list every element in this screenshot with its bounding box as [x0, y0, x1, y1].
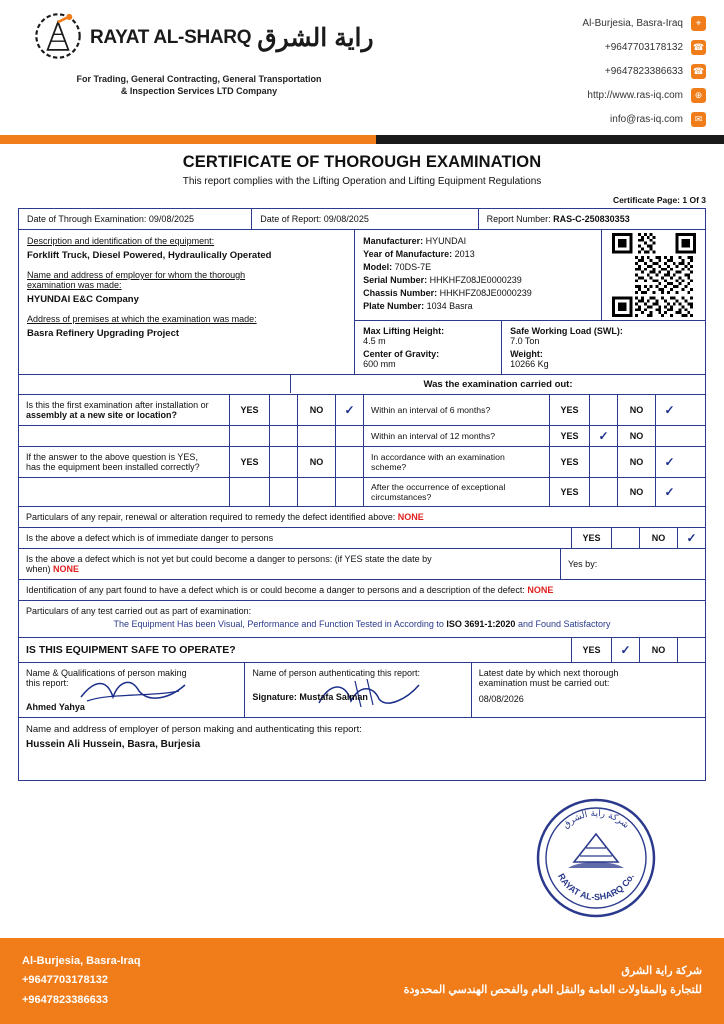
future-danger-text	[19, 549, 560, 579]
employer-of-maker-label: Name and address of employer of person making and authenticating this report:	[26, 724, 362, 735]
page-subtitle: This report complies with the Lifting Operation and Lifting Equipment Regulations	[182, 176, 542, 187]
spec-manufacturer	[363, 236, 593, 246]
contact-address-text: Al-Burjesia, Basra-Iraq	[582, 18, 683, 29]
sub-3-yes-box[interactable]	[589, 447, 617, 477]
qr-code-icon	[612, 233, 696, 317]
future-danger-line-2: when)	[26, 564, 51, 574]
question-row-4-spacer-d	[335, 478, 363, 506]
employer-value: HYUNDAI E&C Company	[27, 294, 139, 305]
question-row-4-spacer-b	[269, 478, 297, 506]
contact-phone-2-text: +9647823386633	[604, 66, 683, 77]
question-1-yes-box[interactable]	[269, 395, 297, 425]
max-lifting-height-label: Max Lifting Height:	[363, 326, 445, 336]
future-danger-line-1: Is the above a defect which is not yet but could become a danger to persons: (if YES state the date by	[26, 554, 432, 564]
next-examination-date: 08/08/2026	[478, 694, 524, 704]
authenticator-cell	[245, 663, 471, 717]
spec-model	[363, 262, 593, 272]
brand-block	[14, 10, 384, 127]
immediate-danger-yes-label[interactable]: YES	[571, 528, 611, 548]
spec-year-value: 2013	[454, 249, 475, 259]
test-value-post: and Found Satisfactory	[517, 619, 611, 629]
qr-code-cell	[601, 230, 705, 320]
test-label: Particulars of any test carried out as part of examination:	[26, 606, 252, 616]
question-row-3	[19, 447, 705, 478]
question-row-2-spacer-c	[297, 426, 335, 446]
sub-question-3-text: In accordance with an examination scheme?	[363, 447, 549, 477]
location-icon: ⌖	[691, 16, 706, 31]
question-row-2-spacer-a	[229, 426, 269, 446]
lifting-cell	[355, 321, 502, 374]
question-row-2	[19, 426, 705, 447]
question-row-1	[19, 395, 705, 426]
center-of-gravity-label: Center of Gravity:	[363, 349, 440, 359]
immediate-danger-yes-box[interactable]	[611, 528, 639, 548]
question-1-text	[19, 395, 229, 425]
specs-list	[355, 230, 601, 320]
sub-2-yes-box[interactable]: ✓	[589, 426, 617, 446]
contact-website-text[interactable]: http://www.ras-iq.com	[587, 90, 683, 101]
contact-website[interactable]	[587, 88, 706, 103]
report-number-cell	[479, 209, 705, 229]
contact-email-text[interactable]: info@ras-iq.com	[610, 114, 683, 125]
sub-2-no-box[interactable]	[655, 426, 683, 446]
sub-2-yes-label[interactable]: YES	[549, 426, 589, 446]
page-title: CERTIFICATE OF THOROUGH EXAMINATION	[182, 153, 542, 171]
question-2-no-box[interactable]	[335, 447, 363, 477]
question-1-no-label[interactable]: NO	[297, 395, 335, 425]
immediate-danger-no-box[interactable]: ✓	[677, 528, 705, 548]
contact-phone-2	[605, 64, 706, 79]
question-1-line-2: assembly at a new site or location?	[26, 410, 178, 420]
spec-chassis-value: HHKHFZ08JE0000239	[439, 288, 532, 298]
sub-question-1-text: Within an interval of 6 months?	[363, 395, 549, 425]
tagline-line-2: & Inspection Services LTD Company	[120, 86, 278, 97]
sub-2-no-label[interactable]: NO	[617, 426, 655, 446]
repair-value: NONE	[397, 512, 424, 522]
spec-manufacturer-label: Manufacturer:	[363, 236, 424, 246]
footer-address: Al-Burjesia, Basra-Iraq	[22, 955, 141, 968]
footer-arabic-name: شركة راية الشرق	[621, 964, 702, 977]
footer-contacts	[0, 952, 141, 1010]
report-number-value: RAS-C-250830353	[553, 214, 630, 224]
contact-block	[384, 10, 710, 127]
maker-label-line-2: this report:	[26, 678, 69, 688]
employer-of-maker-row	[19, 718, 705, 780]
question-2-yes-label[interactable]: YES	[229, 447, 269, 477]
question-2-line-1: If the answer to the above question is YES,	[26, 452, 198, 462]
question-1-yes-label[interactable]: YES	[229, 395, 269, 425]
test-particulars-row	[19, 601, 705, 638]
spec-manufacturer-value: HYUNDAI	[425, 236, 467, 246]
next-examination-label-line-1: Latest date by which next thorough	[478, 668, 619, 678]
sub-1-no-box[interactable]: ✓	[655, 395, 683, 425]
weight-label: Weight:	[510, 349, 543, 359]
company-tagline	[14, 73, 384, 97]
employer-of-maker-value: Hussein Ali Hussein, Basra, Burjesia	[26, 739, 201, 750]
next-examination-label-line-2: examination must be carried out:	[478, 678, 610, 688]
mail-icon: ✉	[691, 112, 706, 127]
examination-questions	[18, 375, 706, 781]
footer-arabic-desc: للتجارة والمقاولات العامة والنقل العام والفحص الهندسي المحدودة	[403, 984, 702, 996]
sub-3-yes-label[interactable]: YES	[549, 447, 589, 477]
question-row-2-spacer-d	[335, 426, 363, 446]
description-label: Description and identification of the equipment:	[27, 236, 215, 246]
safe-no-box[interactable]	[677, 638, 705, 662]
identification-row	[19, 580, 705, 601]
sub-3-no-box[interactable]: ✓	[655, 447, 683, 477]
equipment-specs-block	[355, 230, 705, 374]
repair-label: Particulars of any repair, renewal or alteration required to remedy the defect identified above:	[26, 512, 396, 522]
safe-to-operate-question: IS THIS EQUIPMENT SAFE TO OPERATE?	[26, 644, 236, 656]
question-row-2-spacer-left	[19, 426, 229, 446]
future-danger-value: NONE	[53, 564, 80, 574]
repair-particulars-row	[19, 507, 705, 528]
divider-orange	[0, 135, 376, 144]
contact-email[interactable]	[610, 112, 706, 127]
certificate-page: Certificate Page: 1 Of 3	[612, 195, 706, 205]
sub-4-yes-label[interactable]: YES	[549, 478, 589, 506]
date-of-report-label: Date of Report:	[260, 214, 322, 224]
logo-text-en: RAYAT AL-SHARQ	[90, 26, 252, 48]
spec-serial	[363, 275, 593, 285]
sub-4-no-label[interactable]: NO	[617, 478, 655, 506]
immediate-danger-row	[19, 528, 705, 549]
sub-4-no-box[interactable]: ✓	[655, 478, 683, 506]
carried-out-header: Was the examination carried out:	[423, 379, 573, 390]
sub-3-no-label[interactable]: NO	[617, 447, 655, 477]
future-danger-row	[19, 549, 705, 580]
top-info-row	[18, 208, 706, 230]
svg-text:شركة راية الشرق: شركة راية الشرق	[561, 808, 631, 831]
contact-phone-1-text: +9647703178132	[604, 42, 683, 53]
immediate-danger-no-label[interactable]: NO	[639, 528, 677, 548]
questions-header-spacer	[19, 375, 291, 393]
spec-chassis-label: Chassis Number:	[363, 288, 438, 298]
equipment-description-cell	[19, 230, 355, 374]
spec-model-value: 70DS-7E	[394, 262, 432, 272]
date-of-examination-label: Date of Through Examination:	[27, 214, 147, 224]
swl-value: 7.0 Ton	[510, 336, 540, 346]
questions-header-row	[19, 375, 705, 395]
specs-and-qr-row	[355, 230, 705, 321]
question-2-yes-box[interactable]	[269, 447, 297, 477]
date-of-report-value: 09/08/2025	[323, 214, 369, 224]
signature-row	[19, 663, 705, 718]
maker-signature-mark	[79, 677, 189, 703]
employer-label-line-2: examination was made:	[27, 280, 122, 290]
center-of-gravity-value: 600 mm	[363, 359, 396, 369]
sub-1-no-label[interactable]: NO	[617, 395, 655, 425]
sub-question-2-text: Within an interval of 12 months?	[363, 426, 549, 446]
phone-icon: ☎	[691, 64, 706, 79]
yes-by-field[interactable]: Yes by:	[560, 549, 705, 579]
question-row-4-spacer-a	[229, 478, 269, 506]
safe-to-operate-row	[19, 638, 705, 663]
swl-cell	[502, 321, 631, 374]
page-header	[0, 0, 724, 131]
question-row-4-spacer-left	[19, 478, 229, 506]
contact-address	[582, 16, 706, 31]
spec-serial-label: Serial Number:	[363, 275, 428, 285]
question-2-line-2: has the equipment been installed correctly?	[26, 462, 200, 472]
spec-chassis	[363, 288, 593, 298]
report-number-label: Report Number:	[486, 214, 551, 224]
question-1-no-box[interactable]: ✓	[335, 395, 363, 425]
footer-phone-1: +9647703178132	[22, 974, 108, 987]
logo	[14, 10, 384, 65]
spec-plate-label: Plate Number:	[363, 301, 425, 311]
premises-label: Address of premises at which the examination was made:	[27, 314, 257, 324]
spec-plate	[363, 301, 593, 311]
tagline-line-1: For Trading, General Contracting, General Transportation	[76, 74, 322, 84]
description-value: Forklift Truck, Diesel Powered, Hydraulically Operated	[27, 250, 272, 261]
authenticator-label: Name of person authenticating this report:	[252, 668, 420, 678]
question-2-text	[19, 447, 229, 477]
swl-label: Safe Working Load (SWL):	[510, 326, 623, 336]
test-value-pre: The Equipment Has been Visual, Performance and Function Tested in According to	[113, 619, 444, 629]
header-divider	[0, 135, 724, 144]
safe-yes-label[interactable]: YES	[571, 638, 611, 662]
weight-value: 10266 Kg	[510, 359, 549, 369]
logo-text-ar: راية الشرق	[257, 23, 374, 52]
date-of-report-cell	[252, 209, 478, 229]
premises-value: Basra Refinery Upgrading Project	[27, 328, 180, 339]
sub-1-yes-box[interactable]	[589, 395, 617, 425]
next-examination-cell	[472, 663, 705, 717]
globe-icon: ⊕	[691, 88, 706, 103]
maker-cell	[19, 663, 245, 717]
question-row-2-spacer-b	[269, 426, 297, 446]
phone-icon: ☎	[691, 40, 706, 55]
oil-rig-logo-icon	[32, 10, 84, 65]
certificate-sheet	[18, 208, 706, 781]
question-row-4-spacer-c	[297, 478, 335, 506]
capacity-row	[355, 321, 705, 374]
max-lifting-height-value: 4.5 m	[363, 336, 386, 346]
footer-phone-2: +9647823386633	[22, 993, 108, 1006]
question-2-no-label[interactable]: NO	[297, 447, 335, 477]
question-row-4	[19, 478, 705, 507]
sub-1-yes-label[interactable]: YES	[549, 395, 589, 425]
authenticator-name: Signature: Mustafa Salman	[252, 692, 368, 702]
page-footer	[0, 938, 724, 1024]
contact-phone-1	[605, 40, 706, 55]
spec-model-label: Model:	[363, 262, 393, 272]
equipment-block	[18, 230, 706, 375]
date-of-examination-value: 09/08/2025	[148, 214, 194, 224]
spec-year-label: Year of Manufacture:	[363, 249, 453, 259]
divider-black	[376, 135, 724, 144]
maker-label-line-1: Name & Qualifications of person making	[26, 668, 187, 678]
question-1-line-1: Is this the first examination after installation or	[26, 400, 209, 410]
svg-text:RAYAT AL-SHARQ Co.: RAYAT AL-SHARQ Co.	[556, 871, 636, 903]
sub-question-4-text: After the occurrence of exceptional circumstances?	[363, 478, 549, 506]
test-value	[26, 619, 698, 629]
spec-year	[363, 249, 593, 259]
maker-name: Ahmed Yahya	[26, 702, 85, 712]
identification-value: NONE	[527, 585, 554, 595]
test-value-standard: ISO 3691-1:2020	[446, 619, 516, 629]
spec-serial-value: HHKHFZ08JE0000239	[429, 275, 522, 285]
footer-arabic	[404, 962, 724, 1001]
safe-no-label[interactable]: NO	[639, 638, 677, 662]
company-stamp	[534, 796, 658, 920]
date-of-examination-cell	[19, 209, 252, 229]
identification-label: Identification of any part found to have a defect which is or could become a danger to persons and a description of the defect:	[26, 585, 525, 595]
safe-yes-box[interactable]: ✓	[611, 638, 639, 662]
immediate-danger-text: Is the above a defect which is of immediate danger to persons	[26, 533, 274, 543]
employer-label-line-1: Name and address of employer for whom the thorough	[27, 270, 246, 280]
sub-4-yes-box[interactable]	[589, 478, 617, 506]
spec-plate-value: 1034 Basra	[426, 301, 473, 311]
